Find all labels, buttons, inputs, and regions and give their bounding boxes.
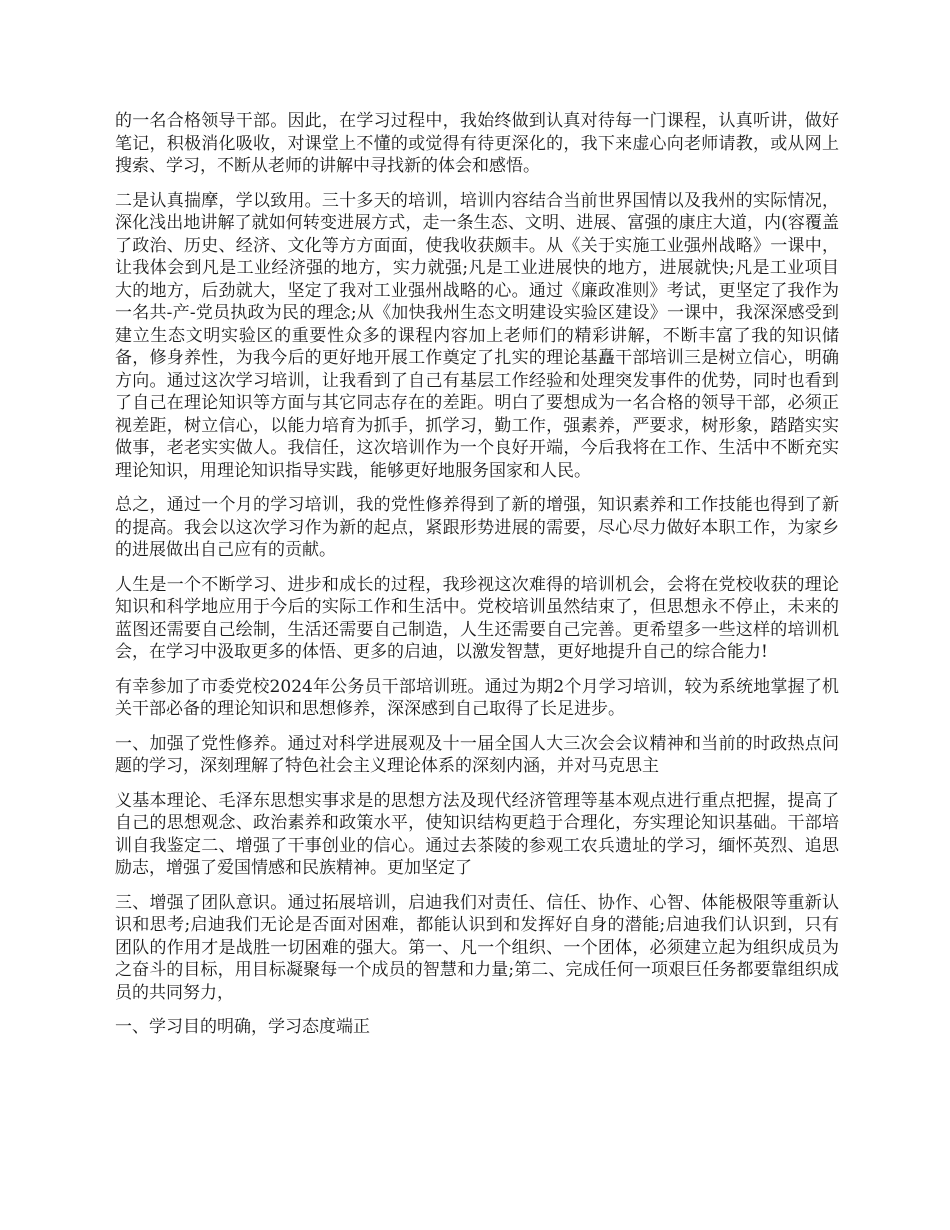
- paragraph: 的一名合格领导干部。因此，在学习过程中，我始终做到认真对待每一门课程，认真听讲，做好笔记，积极消化吸收，对课堂上不懂的或觉得有待更深化的，我下来虚心向老师请教，或从网上搜索、学习，不断从老师的讲解中寻找新的体会和感悟。: [115, 111, 839, 176]
- paragraph: 人生是一个不断学习、进步和成长的过程，我珍视这次难得的培训机会，会将在党校收获的理论知识和科学地应用于今后的实际工作和生活中。党校培训虽然结束了，但思想永不停止，未来的蓝图还需要自己绘制，生活还需要自己制造，人生还需要自己完善。更希望多一些这样的培训机会，在学习中汲取更多的体悟、更多的启迪，以激发智慧，更好地提升自己的综合能力!: [115, 574, 839, 662]
- document-page: [115, 110, 839, 1051]
- paragraph: 三、增强了团队意识。通过拓展培训，启迪我们对责任、信任、协作、心智、体能极限等重新认识和思考;启迪我们无论是否面对困难，都能认识到和发挥好自身的潜能;启迪我们认识到，只有团队的作用才是战胜一切困难的强大。第一、凡一个组织、一个团体，必须建立起为组织成员为之奋斗的目标，用目标凝聚每一个成员的智慧和力量;第二、完成任何一项艰巨任务都要靠组织成员的共同努力，: [115, 892, 839, 1003]
- paragraph: 一、学习目的明确，学习态度端正: [115, 1017, 370, 1037]
- paragraph: 二是认真揣摩，学以致用。三十多天的培训，培训内容结合当前世界国情以及我州的实际情况，深化浅出地讲解了就如何转变进展方式，走一条生态、文明、进展、富强的康庄大道，内(容覆盖了政治、历史、经济、文化等方方面面，使我收获颇丰。从《关于实施工业强州战略》一课中，让我体会到凡是工业经济强的地方，实力就强;凡是工业进展快的地方，进展就快;凡是工业项目大的地方，后劲就大，坚定了我对工业强州战略的心。通过《廉政准则》考试，更坚定了我作为一名共-产-党员执政为民的理念;从《加快我州生态文明建设实验区建设》一课中，我深深感受到建立生态文明实验区的重要性众多的课程内容加上老师们的精彩讲解，不断丰富了我的知识储备，修身养性，为我今后的更好地开展工作奠定了扎实的理论基矗干部培训三是树立信心，明确方向。通过这次学习培训，让我看到了自己有基层工作经验和处理突发事件的优势，同时也看到了自己在理论知识等方面与其它同志存在的差距。明白了要想成为一名合格的领导干部，必须正视差距，树立信心，以能力培育为抓手，抓学习，勤工作，强素养，严要求，树形象，踏踏实实做事，老老实实做人。我信任，这次培训作为一个良好开端，今后我将在工作、生活中不断充实理论知识，用理论知识指导实践，能够更好地服务国家和人民。: [115, 190, 839, 481]
- paragraph: 有幸参加了市委党校2024年公务员干部培训班。通过为期2个月学习培训，较为系统地掌握了机关干部必备的理论知识和思想修养，深深感到自己取得了长足进步。: [115, 676, 839, 719]
- paragraph: 总之，通过一个月的学习培训，我的党性修养得到了新的增强，知识素养和工作技能也得到了新的提高。我会以这次学习作为新的起点，紧跟形势进展的需要，尽心尽力做好本职工作，为家乡的进展做出自己应有的贡献。: [115, 495, 839, 560]
- paragraph: 义基本理论、毛泽东思想实事求是的思想方法及现代经济管理等基本观点进行重点把握，提高了自己的思想观念、政治素养和政策水平，使知识结构更趋于合理化，夯实理论知识基础。干部培训自我鉴定二、增强了干事创业的信心。通过去茶陵的参观工农兵遗址的学习，缅怀英烈、追思励志，增强了爱国情感和民族精神。更加坚定了: [115, 790, 839, 878]
- paragraph: 一、加强了党性修养。通过对科学进展观及十一届全国人大三次会会议精神和当前的时政热点问题的学习，深刻理解了特色社会主义理论体系的深刻内涵，并对马克思主: [115, 733, 839, 776]
